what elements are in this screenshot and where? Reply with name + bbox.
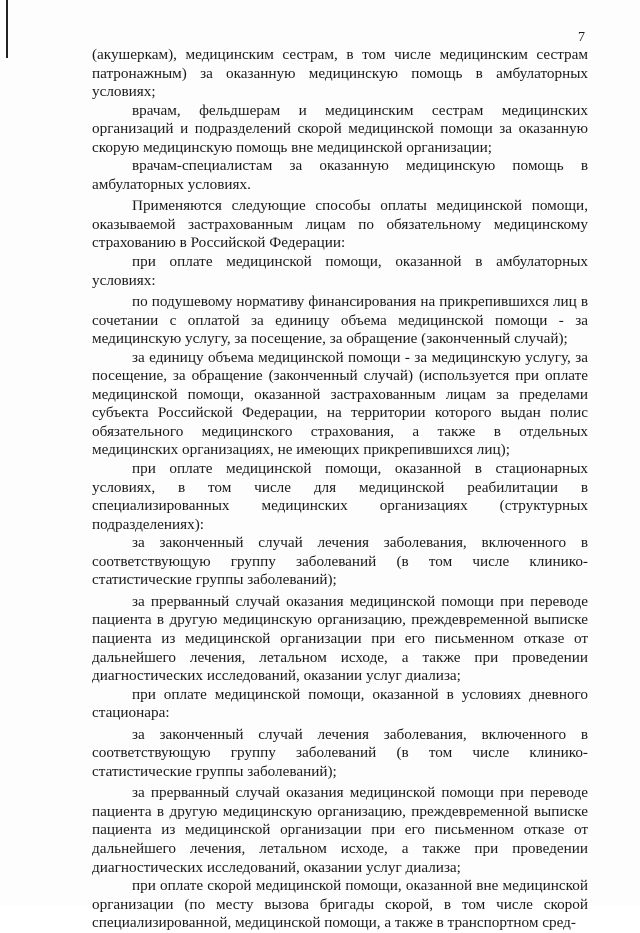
paragraph-12: за законченный случай лечения заболевания, включенного в соответствующую группу заболеваний (в том числе клинико-статистические группы заболеваний); xyxy=(92,725,588,780)
paragraph-5: при оплате медицинской помощи, оказанной в амбулаторных условиях: xyxy=(92,253,588,289)
page-number: 7 xyxy=(578,30,585,45)
paragraph-9: за законченный случай лечения заболевания, включенного в соответствующую группу заболеваний (в том числе клинико-статистические группы заболеваний); xyxy=(92,534,588,589)
paragraph-2: врачам, фельдшерам и медицинским сестрам медицинских организаций и подразделений скорой медицинской помощи за оказанную скорую медицинскую помощь вне медицинской организации; xyxy=(92,101,588,156)
paragraph-13: за прерванный случай оказания медицинской помощи при переводе пациента в другую медицинскую организацию, преждевременной выписке пациента из медицинской организации при его письменном отказе от дальнейшего лечения, летальном исходе, а также при проведении диагностических исследований, оказании услуг диализа; xyxy=(92,784,588,876)
paragraph-8: при оплате медицинской помощи, оказанной в стационарных условиях, в том числе для медицинской реабилитации в специализированных медицинских организациях (структурных подразделениях): xyxy=(92,460,588,533)
paragraph-1: (акушеркам), медицинским сестрам, в том числе медицинским сестрам патронажным) за оказанную медицинскую помощь в амбулаторных условиях; xyxy=(92,46,588,101)
paragraph-7: за единицу объема медицинской помощи - за медицинскую услугу, за посещение, за обращение (законченный случай) (используется при оплате медицинской помощи, оказанной застрахованным лицам за пределами субъекта Российской Федерации, на территории которого выдан полис обязательного медицинского страхования, а также в отдельных медицинских организациях, не имеющих прикрепившихся лиц); xyxy=(92,348,588,459)
paragraph-10: за прерванный случай оказания медицинской помощи при переводе пациента в другую медицинскую организацию, преждевременной выписке пациента из медицинской организации при его письменном отказе от дальнейшего лечения, летальном исходе, а также при проведении диагностических исследований, оказании услуг диализа; xyxy=(92,592,588,685)
paragraph-3: врачам-специалистам за оказанную медицинскую помощь в амбулаторных условиях. xyxy=(92,157,588,193)
paragraph-4: Применяются следующие способы оплаты медицинской помощи, оказываемой застрахованным лицам по обязательному медицинскому страхованию в Российской Федерации: xyxy=(92,197,588,252)
paragraph-11: при оплате медицинской помощи, оказанной в условиях дневного стационара: xyxy=(92,685,588,722)
paragraph-6: по подушевому нормативу финансирования на прикрепившихся лиц в сочетании с оплатой за единицу объема медицинской помощи - за медицинскую услугу, за посещение, за обращение (законченный случай); xyxy=(92,293,588,348)
paragraph-14: при оплате скорой медицинской помощи, оказанной вне медицинской организации (по месту вызова бригады скорой, в том числе скорой специализированной, медицинской помощи, а также в транспортном сред- xyxy=(92,877,588,932)
document-body xyxy=(92,46,588,933)
page-edge-mark xyxy=(6,0,8,58)
